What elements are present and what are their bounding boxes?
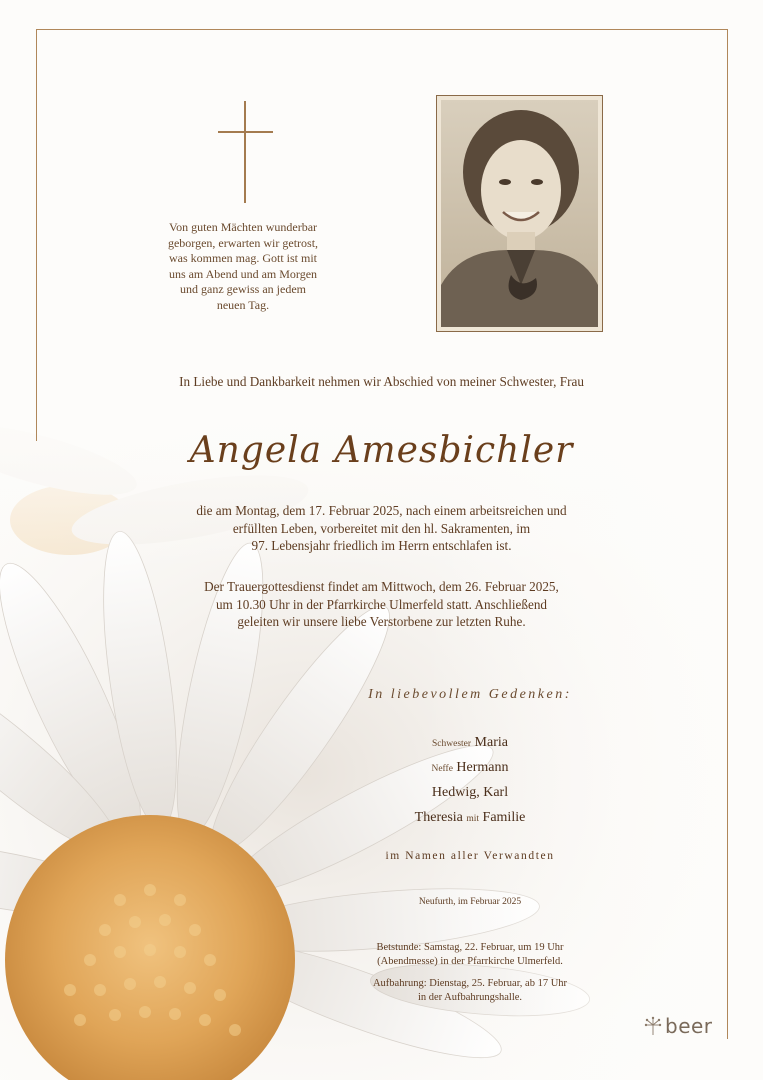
mourner-line — [330, 780, 610, 805]
viewing-info: Aufbahrung: Dienstag, 25. Februar, ab 17 Uhr in der Aufbahrungshalle. — [372, 978, 568, 1003]
mourners-list — [330, 730, 610, 830]
mourner-line — [330, 805, 610, 830]
logo-text: beer — [665, 1014, 713, 1038]
beer-logo — [644, 1014, 713, 1038]
mourner-relation: mit — [466, 814, 480, 824]
death-paragraph: die am Montag, dem 17. Februar 2025, nach einem arbeitsreichen und erfüllten Leben, vorbereitet mit den hl. Sakramenten, im 97. Lebensjahr friedlich im Herrn entschlafen ist. — [196, 503, 567, 554]
relatives-line: im Namen aller Verwandten — [385, 850, 555, 862]
mourner-name: Hermann — [456, 760, 509, 775]
verse-text: Von guten Mächten wunderbar geborgen, erwarten wir getrost, was kommen mag. Gott ist mit uns am Abend und am Morgen und ganz gewiss an jedem neuen Tag. — [167, 220, 319, 312]
portrait-image — [441, 100, 598, 327]
gedenken-heading: In liebevollem Gedenken: — [368, 687, 572, 702]
frame-right-line — [727, 29, 728, 1039]
mourner-relation: Schwester — [432, 739, 472, 749]
prayer-info: Betstunde: Samstag, 22. Februar, um 19 Uhr (Abendmesse) in der Pfarrkirche Ulmerfeld. — [376, 942, 564, 967]
mourner-relation: Neffe — [431, 764, 453, 774]
service-paragraph: Der Trauergottesdienst findet am Mittwoch, dem 26. Februar 2025, um 10.30 Uhr in der Pfarrkirche Ulmerfeld statt. Anschließend geleiten wir unsere liebe Verstorbene zur letzten Ruhe. — [204, 579, 559, 630]
portrait-photo — [436, 95, 603, 332]
mourner-name: Theresia — [414, 810, 463, 825]
mourner-line — [330, 730, 610, 755]
dandelion-icon — [644, 1016, 662, 1036]
mourner-name: Maria — [474, 735, 508, 750]
mourner-name: Hedwig, Karl — [431, 785, 509, 800]
mourner-line — [330, 755, 610, 780]
frame-left-line — [36, 29, 37, 441]
intro-text: In Liebe und Dankbarkeit nehmen wir Abschied von meiner Schwester, Frau — [179, 374, 584, 389]
place-date: Neufurth, im Februar 2025 — [418, 897, 522, 907]
mourner-suffix: Familie — [482, 810, 526, 825]
frame-top-line — [36, 29, 728, 30]
deceased-name: Angela Amesbichler — [189, 430, 574, 471]
